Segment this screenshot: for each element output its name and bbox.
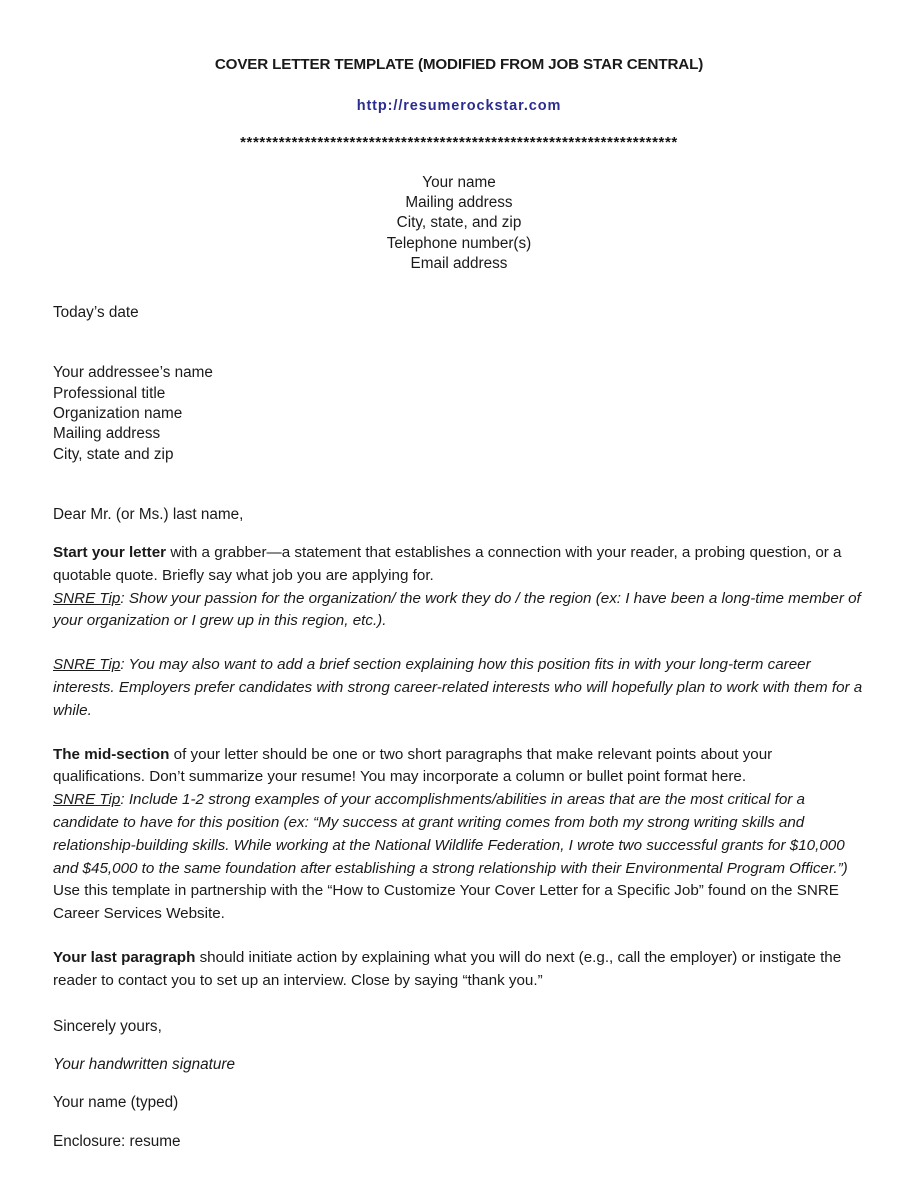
signature-block [53, 1037, 865, 1075]
date-block [53, 274, 865, 323]
paragraph-1-lead: Start your letter [53, 544, 167, 562]
website-url-line [53, 74, 865, 115]
sender-line-street: Mailing address [405, 194, 513, 212]
closing-line: Sincerely yours, [53, 1017, 162, 1035]
enclosure-line: Enclosure: resume [53, 1132, 181, 1150]
recipient-line-title: Professional title [53, 384, 166, 402]
sender-address-block [53, 151, 865, 274]
asterisk-divider: ******************************************************************** [240, 134, 678, 151]
recipient-line-name: Your addressee’s name [53, 364, 213, 382]
letter-content [53, 0, 865, 1152]
salutation-line: Dear Mr. (or Ms.) last name, [53, 505, 244, 523]
recipient-line-city: City, state and zip [53, 445, 174, 463]
recipient-line-street: Mailing address [53, 425, 161, 443]
paragraph-2-body: of your letter should be one or two short paragraphs that make relevant points about your qualifications. Don’t summarize your resume! You may incorporate a column or bullet point format here. [53, 745, 773, 786]
closing-block [53, 993, 865, 1037]
enclosure-block [53, 1114, 865, 1152]
snre-tip-3 [53, 789, 865, 926]
sender-line-email: Email address [410, 254, 508, 272]
date-line: Today’s date [53, 304, 139, 322]
snre-tip-1 [53, 588, 865, 634]
typed-name-line: Your name (typed) [53, 1094, 179, 1112]
snre-tip-2 [53, 633, 865, 722]
recipient-line-org: Organization name [53, 404, 183, 422]
snre-tip-3-body: : Include 1-2 strong examples of your accomplishments/abilities in areas that are the most critical for a candidate to have for this position (ex: “My success at grant writing comes from both my strong writing skills and relationship-building skills. While working at the National Wildlife Federation, I wrote two successful grants for $10,000 and $45,000 to the same foundation after establishing a strong relationship with their Environmental Program Officer.”) [53, 791, 848, 877]
sender-line-city: City, state, and zip [396, 214, 522, 232]
resumerockstar-link[interactable]: http://resumerockstar.com [356, 98, 562, 114]
paragraph-last [53, 926, 865, 993]
paragraph-2-lead: The mid-section [53, 745, 170, 763]
snre-tip-2-label: SNRE Tip [53, 656, 121, 674]
snre-tip-3-tail: Use this template in partnership with the “How to Customize Your Cover Letter for a Specific Job” found on the SNRE Career Services Website. [53, 882, 839, 923]
paragraph-mid-section [53, 723, 865, 790]
paragraph-1-body: with a grabber—a statement that establishes a connection with your reader, a probing question, or a quotable quote. Briefly say what job you are applying for. [53, 544, 842, 584]
snre-tip-1-body: : Show your passion for the organization/ the work they do / the region (ex: I have been a long-time member of your organization or I grew up in this region, etc.). [53, 589, 861, 630]
snre-tip-1-label: SNRE Tip [53, 589, 121, 607]
paragraph-start-your-letter [53, 525, 865, 588]
page-title: COVER LETTER TEMPLATE (MODIFIED FROM JOB STAR CENTRAL) [214, 56, 704, 73]
typed-name-block [53, 1075, 865, 1113]
sender-line-name: Your name [422, 174, 496, 191]
snre-tip-2-body: : You may also want to add a brief section explaining how this position fits in with your long-term career interests. Employers prefer candidates with strong career-related interests who will hopefully plan to work with them for a while. [53, 656, 863, 719]
recipient-address-block [53, 323, 865, 464]
paragraph-3-lead: Your last paragraph [53, 949, 196, 967]
snre-tip-3-label: SNRE Tip [53, 791, 121, 809]
sender-line-phone: Telephone number(s) [386, 234, 532, 252]
signature-line: Your handwritten signature [53, 1055, 235, 1073]
salutation-block [53, 465, 865, 525]
paragraph-3-body: should initiate action by explaining what you will do next (e.g., call the employer) or instigate the reader to contact you to set up an interview. Close by saying “thank you.” [53, 949, 842, 989]
